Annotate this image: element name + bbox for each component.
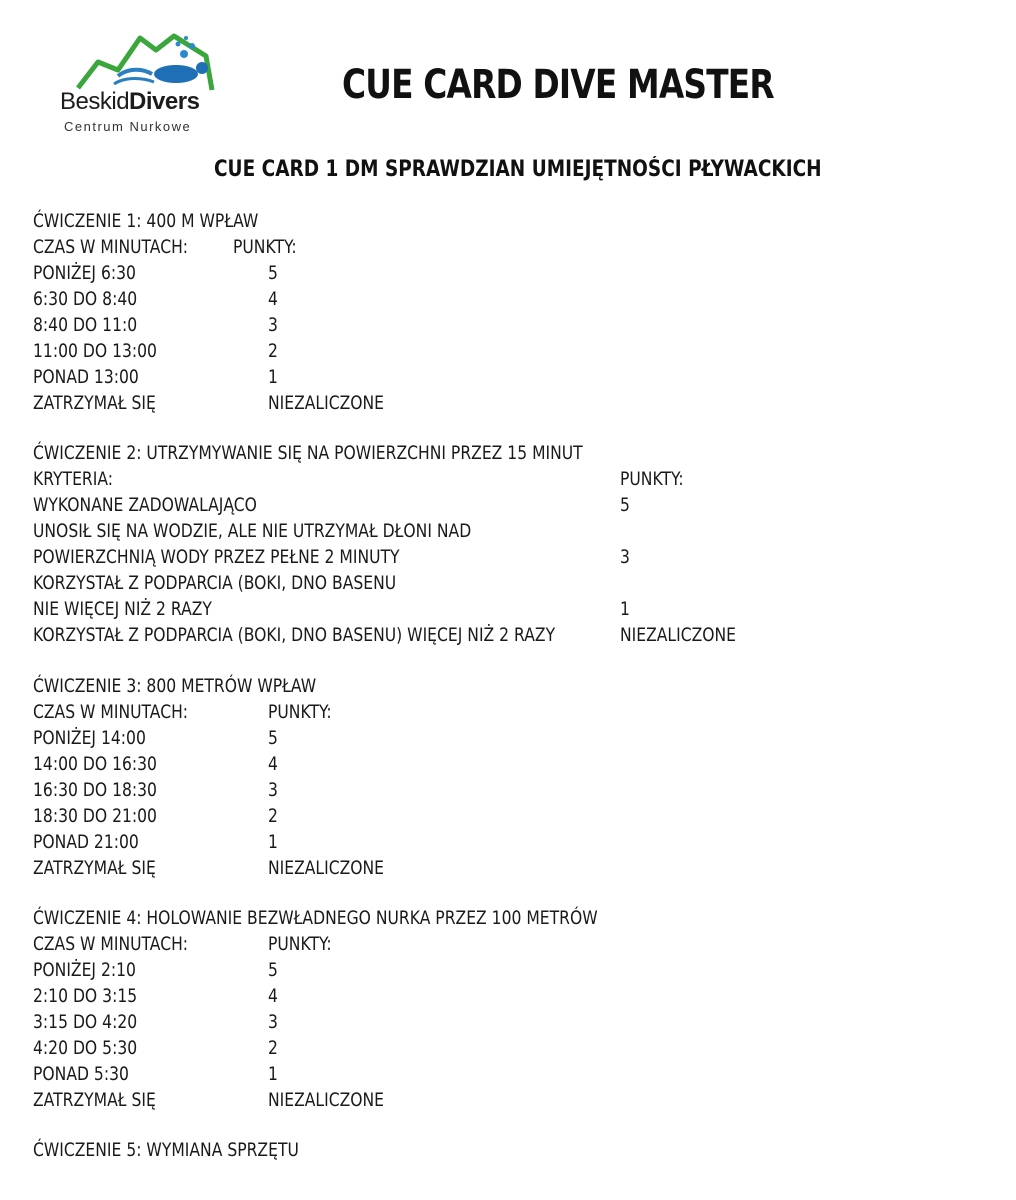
row-label: PONIŻEJ 6:30: [33, 262, 136, 284]
row-label: PONAD 13:00: [33, 366, 139, 388]
logo-tagline: Centrum Nurkowe: [64, 119, 192, 134]
row-points: 2: [268, 805, 278, 827]
row-points: 3: [620, 546, 630, 568]
row-points: 5: [268, 727, 278, 749]
column-header-points: PUNKTY:: [268, 933, 332, 955]
exercise-title: ĆWICZENIE 4: HOLOWANIE BEZWŁADNEGO NURKA PRZEZ 100 METRÓW: [33, 907, 598, 929]
row-points: 3: [268, 314, 278, 336]
exercise-title: ĆWICZENIE 5: WYMIANA SPRZĘTU: [33, 1139, 299, 1161]
row-label: 6:30 DO 8:40: [33, 288, 138, 310]
row-points: 4: [268, 985, 278, 1007]
exercise-title: ĆWICZENIE 2: UTRZYMYWANIE SIĘ NA POWIERZCHNI PRZEZ 15 MINUT: [33, 442, 583, 464]
column-header-points: PUNKTY:: [268, 701, 332, 723]
row-points: NIEZALICZONE: [620, 624, 737, 646]
column-header-time: CZAS W MINUTACH:: [33, 933, 189, 955]
column-header-points: PUNKTY:: [620, 468, 684, 490]
row-label: PONAD 5:30: [33, 1063, 129, 1085]
column-header-criteria: KRYTERIA:: [33, 468, 113, 490]
row-points: 2: [268, 340, 278, 362]
row-points: 5: [268, 959, 278, 981]
row-label: 4:20 DO 5:30: [33, 1037, 138, 1059]
row-label: PONAD 21:00: [33, 831, 139, 853]
row-label: UNOSIŁ SIĘ NA WODZIE, ALE NIE UTRZYMAŁ DŁONI NAD: [33, 520, 472, 542]
column-header-points: PUNKTY:: [233, 236, 297, 258]
row-points: 1: [268, 831, 278, 853]
row-points: 3: [268, 1011, 278, 1033]
row-label: KORZYSTAŁ Z PODPARCIA (BOKI, DNO BASENU) WIĘCEJ NIŻ 2 RAZY: [33, 624, 556, 646]
exercise-title: ĆWICZENIE 1: 400 M WPŁAW: [33, 210, 259, 232]
row-points: 3: [268, 779, 278, 801]
row-label: NIE WIĘCEJ NIŻ 2 RAZY: [33, 598, 212, 620]
row-points: 5: [620, 494, 630, 516]
row-label: 8:40 DO 11:0: [33, 314, 138, 336]
row-label: 18:30 DO 21:00: [33, 805, 157, 827]
row-points: 1: [620, 598, 630, 620]
row-label: 16:30 DO 18:30: [33, 779, 157, 801]
row-label: 11:00 DO 13:00: [33, 340, 157, 362]
row-points: 4: [268, 288, 278, 310]
row-points: 4: [268, 753, 278, 775]
exercise-title: ĆWICZENIE 3: 800 METRÓW WPŁAW: [33, 675, 317, 697]
beskid-divers-logo: [56, 30, 226, 135]
row-points: NIEZALICZONE: [268, 392, 385, 414]
row-label: ZATRZYMAŁ SIĘ: [33, 1089, 156, 1111]
row-label: KORZYSTAŁ Z PODPARCIA (BOKI, DNO BASENU: [33, 572, 397, 594]
row-label: ZATRZYMAŁ SIĘ: [33, 392, 156, 414]
logo-wordmark: BeskidDivers: [60, 88, 200, 115]
row-label: PONIŻEJ 14:00: [33, 727, 146, 749]
row-points: 1: [268, 1063, 278, 1085]
row-label: 14:00 DO 16:30: [33, 753, 157, 775]
row-label: PONIŻEJ 2:10: [33, 959, 136, 981]
row-label: ZATRZYMAŁ SIĘ: [33, 857, 156, 879]
page-subtitle: CUE CARD 1 DM SPRAWDZIAN UMIEJĘTNOŚCI PŁYWACKICH: [214, 157, 822, 182]
row-points: 2: [268, 1037, 278, 1059]
row-points: 1: [268, 366, 278, 388]
row-points: 5: [268, 262, 278, 284]
row-label: 2:10 DO 3:15: [33, 985, 138, 1007]
row-points: NIEZALICZONE: [268, 1089, 385, 1111]
column-header-time: CZAS W MINUTACH:: [33, 236, 189, 258]
page-title: CUE CARD DIVE MASTER: [342, 62, 774, 108]
row-label: 3:15 DO 4:20: [33, 1011, 138, 1033]
row-label: POWIERZCHNIĄ WODY PRZEZ PEŁNE 2 MINUTY: [33, 546, 400, 568]
row-points: NIEZALICZONE: [268, 857, 385, 879]
row-label: WYKONANE ZADOWALAJĄCO: [33, 494, 257, 516]
column-header-time: CZAS W MINUTACH:: [33, 701, 189, 723]
